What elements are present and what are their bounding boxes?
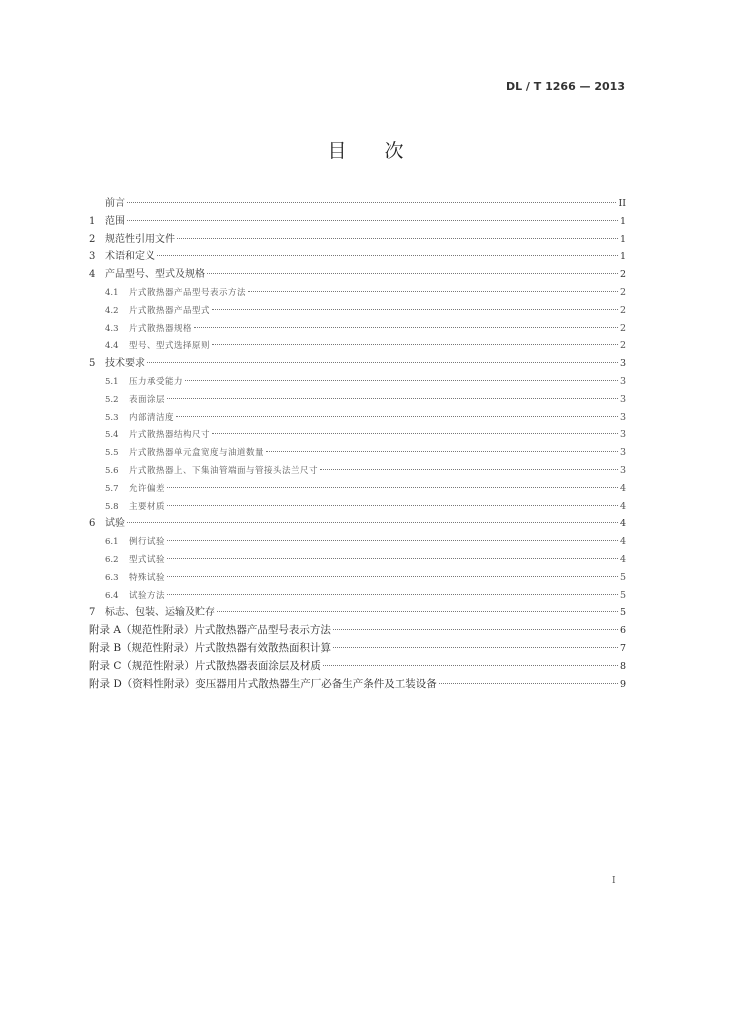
toc-entry[interactable]	[89, 231, 626, 249]
page-title: 目次	[327, 140, 442, 162]
toc-entry[interactable]	[89, 676, 626, 694]
dot-leader	[127, 220, 618, 221]
toc-entry-label: 范围	[105, 215, 125, 227]
toc-entry-label: 标志、包装、运输及贮存	[105, 607, 215, 619]
toc-entry-page: 1	[619, 251, 626, 263]
toc-entry-number: 附录 A（规范性附录）	[89, 624, 195, 637]
toc-entry-label: 规范性引用文件	[105, 233, 175, 245]
toc-entry-label: 允许偏差	[129, 483, 166, 494]
toc-entry-page: 4	[619, 553, 626, 565]
toc-entry-page: 4	[619, 500, 626, 512]
toc-entry-label: 技术要求	[105, 358, 145, 370]
toc-entry-number: 5.4	[105, 430, 119, 441]
toc-entry-page: 9	[619, 678, 626, 690]
toc-entry-label: 特殊试验	[129, 572, 166, 583]
toc-entry[interactable]	[89, 515, 626, 533]
toc-entry-page: II	[618, 198, 626, 209]
dot-leader	[147, 362, 618, 363]
toc-entry[interactable]	[89, 587, 626, 605]
toc-entry-page: 2	[619, 286, 626, 298]
toc-entry[interactable]	[89, 426, 626, 444]
dot-leader	[217, 611, 618, 612]
toc-entry-number: 5	[89, 358, 96, 370]
toc-entry-page: 2	[619, 304, 626, 316]
dot-leader	[167, 487, 618, 488]
dot-leader	[167, 398, 618, 399]
toc-entry-number: 6.3	[105, 572, 119, 583]
toc-entry-page: 3	[619, 464, 626, 476]
dot-leader	[333, 629, 618, 630]
toc-entry[interactable]	[89, 391, 626, 409]
toc-entry-page: 6	[619, 625, 626, 637]
toc-entry-number: 1	[89, 215, 96, 227]
page-number: I	[612, 876, 616, 886]
toc-entry[interactable]	[89, 355, 626, 373]
toc-entry-page: 3	[619, 358, 626, 370]
toc-entry-page: 1	[619, 215, 626, 227]
toc-entry[interactable]	[89, 622, 626, 640]
toc-entry-number: 4.4	[105, 341, 119, 352]
toc-entry-label: 型式试验	[129, 554, 166, 565]
toc-entry-page: 5	[619, 571, 626, 583]
dot-leader	[320, 469, 618, 470]
toc-entry-number: 4.3	[105, 323, 119, 334]
toc-entry[interactable]	[89, 213, 626, 231]
toc-entry[interactable]	[89, 444, 626, 462]
toc-entry-number: 6.2	[105, 554, 119, 565]
dot-leader	[157, 255, 618, 256]
toc-entry-number: 4.1	[105, 287, 119, 298]
dot-leader	[439, 683, 618, 684]
toc-entry-label: 片式散热器规格	[129, 323, 193, 334]
dot-leader	[176, 416, 618, 417]
dot-leader	[127, 522, 618, 523]
toc-entry-page: 3	[619, 375, 626, 387]
toc-entry-page: 2	[619, 322, 626, 334]
toc-entry-number: 4	[89, 269, 96, 281]
dot-leader	[212, 433, 618, 434]
toc-entry-number: 附录 B（规范性附录）	[89, 641, 195, 654]
dot-leader	[167, 576, 618, 577]
toc-entry-label: 片式散热器产品型号表示方法	[129, 287, 247, 298]
toc-entry-label: 片式散热器单元盒宽度与油道数量	[129, 448, 265, 459]
toc-entry-label: 内部清洁度	[129, 412, 175, 423]
toc-entry[interactable]	[89, 302, 626, 320]
dot-leader	[207, 273, 618, 274]
toc-entry-page: 7	[619, 642, 626, 654]
toc-entry-page: 2	[619, 269, 626, 281]
toc-entry-page: 4	[619, 536, 626, 548]
toc-entry-number: 7	[89, 607, 96, 619]
toc-entry-page: 3	[619, 447, 626, 459]
toc-entry-page: 1	[619, 233, 626, 245]
table-of-contents	[89, 195, 626, 693]
toc-entry[interactable]	[89, 195, 626, 213]
toc-entry[interactable]	[89, 248, 626, 266]
toc-entry-number: 4.2	[105, 305, 119, 316]
toc-entry-page: 4	[619, 518, 626, 530]
toc-entry-number: 5.6	[105, 465, 119, 476]
toc-entry-page: 4	[619, 482, 626, 494]
toc-entry-label: 片式散热器产品型式	[129, 305, 211, 316]
toc-entry-label: 变压器用片式散热器生产厂必备生产条件及工装设备	[195, 677, 437, 690]
toc-entry-label: 试验方法	[129, 590, 166, 601]
toc-entry-page: 8	[619, 660, 626, 672]
toc-entry-label: 压力承受能力	[129, 376, 184, 387]
toc-entry-number: 2	[89, 233, 96, 245]
toc-entry[interactable]	[89, 266, 626, 284]
dot-leader	[167, 505, 618, 506]
toc-entry[interactable]	[89, 462, 626, 480]
toc-entry-label: 型号、型式选择原则	[129, 341, 211, 352]
toc-entry-number: 5.8	[105, 501, 119, 512]
toc-entry-number: 3	[89, 251, 96, 263]
toc-entry-number: 5.2	[105, 394, 119, 405]
toc-entry-number: 5.5	[105, 448, 119, 459]
dot-leader	[212, 344, 618, 345]
toc-entry-label: 片式散热器产品型号表示方法	[194, 624, 331, 637]
toc-entry-label: 片式散热器上、下集油管端面与管接头法兰尺寸	[129, 465, 319, 476]
toc-entry-label: 例行试验	[129, 537, 166, 548]
toc-entry-label: 前言	[105, 198, 125, 209]
dot-leader	[323, 665, 618, 666]
toc-entry-page: 3	[619, 429, 626, 441]
toc-entry[interactable]	[89, 551, 626, 569]
toc-entry-label: 片式散热器有效散热面积计算	[194, 641, 332, 654]
toc-entry-page: 5	[619, 589, 626, 601]
dot-leader	[177, 238, 618, 239]
toc-entry[interactable]	[89, 498, 626, 516]
toc-entry-page: 2	[619, 340, 626, 352]
dot-leader	[167, 540, 618, 541]
toc-entry-page: 5	[619, 607, 626, 619]
dot-leader	[167, 594, 618, 595]
toc-entry-number: 附录 D（资料性附录）	[89, 677, 196, 690]
dot-leader	[167, 558, 618, 559]
toc-entry[interactable]	[89, 569, 626, 587]
toc-entry-label: 片式散热器结构尺寸	[129, 430, 211, 441]
toc-entry[interactable]	[89, 533, 626, 551]
dot-leader	[212, 309, 618, 310]
toc-entry[interactable]	[89, 480, 626, 498]
dot-leader	[194, 327, 618, 328]
toc-entry[interactable]	[89, 320, 626, 338]
toc-entry-number: 附录 C（规范性附录）	[89, 659, 195, 672]
toc-entry-number: 5.7	[105, 483, 119, 494]
toc-entry[interactable]	[89, 604, 626, 622]
toc-entry-label: 试验	[105, 518, 125, 530]
toc-entry-label: 产品型号、型式及规格	[105, 269, 205, 281]
toc-entry-label: 表面涂层	[129, 394, 166, 405]
toc-entry-number: 6.4	[105, 590, 119, 601]
toc-entry-label: 主要材质	[129, 501, 166, 512]
toc-entry[interactable]	[89, 373, 626, 391]
toc-entry[interactable]	[89, 409, 626, 427]
document-code: DL / T 1266 — 2013	[505, 80, 625, 93]
toc-entry-page: 3	[619, 411, 626, 423]
dot-leader	[248, 291, 618, 292]
toc-entry[interactable]	[89, 658, 626, 676]
toc-entry-number: 5.1	[105, 376, 119, 387]
toc-entry[interactable]	[89, 284, 626, 302]
dot-leader	[127, 202, 616, 203]
toc-entry-label: 术语和定义	[105, 251, 155, 263]
dot-leader	[266, 451, 618, 452]
toc-entry-number: 5.3	[105, 412, 119, 423]
toc-entry[interactable]	[89, 337, 626, 355]
toc-entry-number: 6.1	[105, 537, 119, 548]
toc-entry-page: 3	[619, 393, 626, 405]
toc-entry-number: 6	[89, 518, 96, 530]
toc-entry[interactable]	[89, 640, 626, 658]
dot-leader	[333, 647, 618, 648]
dot-leader	[185, 380, 618, 381]
toc-entry-label: 片式散热器表面涂层及材质	[194, 659, 321, 672]
